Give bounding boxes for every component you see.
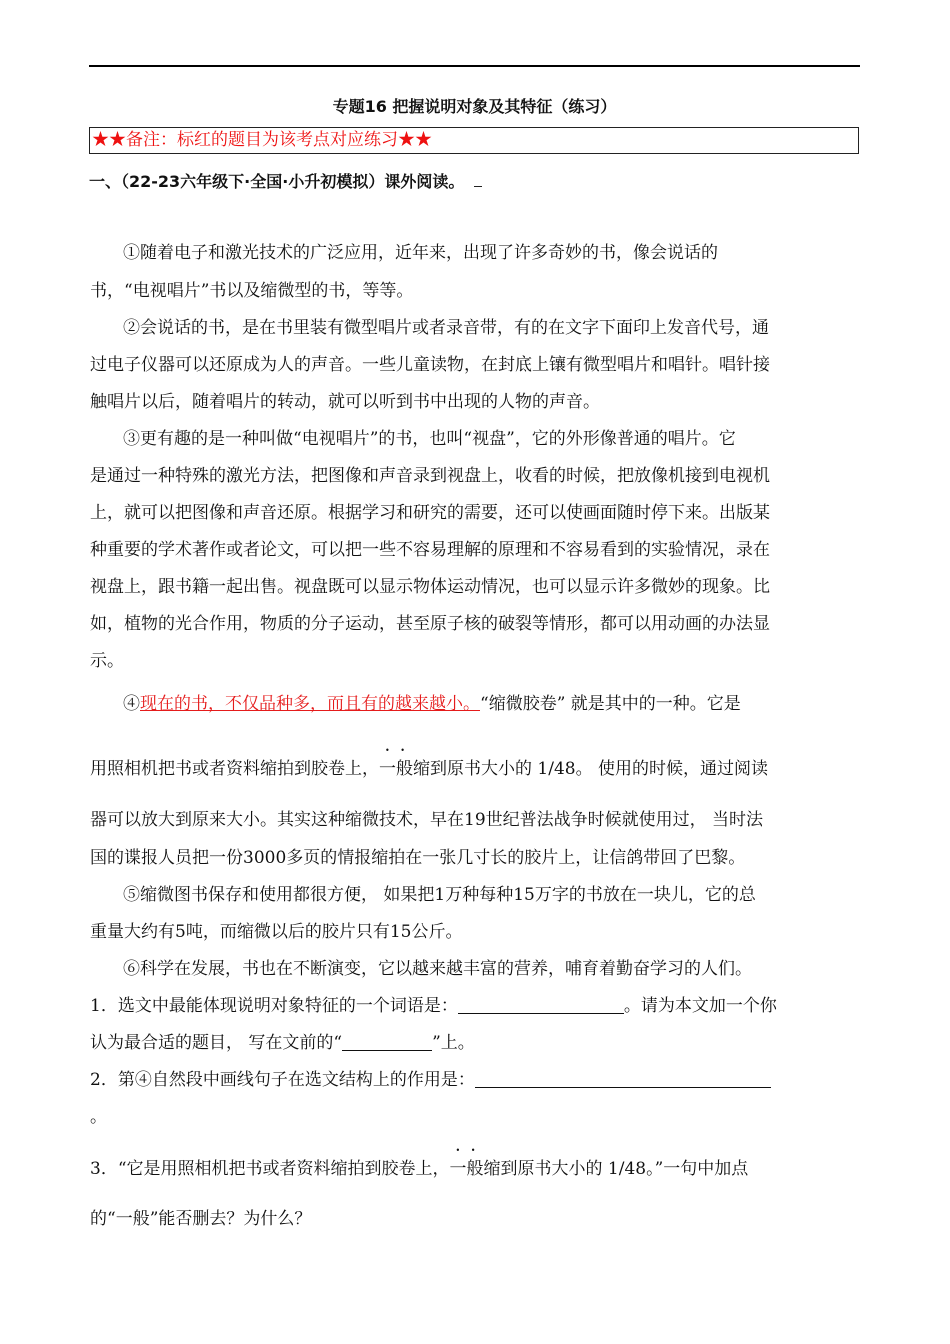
passage-line: 书，“电视唱片”书以及缩微型的书，等等。	[90, 281, 414, 301]
answer-blank-2[interactable]	[475, 1070, 771, 1088]
passage-line: 触唱片以后，随着唱片的转动，就可以听到书中出现的人物的声音。	[90, 392, 600, 412]
passage-line-p4	[123, 692, 893, 716]
section-heading: 一、（22-23六年级下·全国·小升初模拟）课外阅读。	[89, 172, 465, 191]
passage-line	[90, 757, 860, 781]
question-text: 2．第④自然段中画线句子在选文结构上的作用是：	[90, 1070, 475, 1090]
question-text: ”上。	[432, 1033, 475, 1053]
question-1-cont	[90, 1031, 860, 1055]
underlined-red-sentence: 现在的书，不仅品种多，而且有的越来越小。	[140, 694, 480, 714]
emphasized-word: • • 一般	[379, 759, 413, 779]
paragraph-number: ④	[123, 694, 140, 714]
passage-text: “缩微胶卷” 就是其中的一种。它是	[480, 694, 741, 714]
passage-line: 过电子仪器可以还原成为人的声音。一些儿童读物，在封底上镶有微型唱片和唱针。唱针接	[90, 355, 770, 375]
question-text: 缩到原书大小的 1/48。”一句中加点	[483, 1159, 749, 1179]
passage-line: ②会说话的书，是在书里装有微型唱片或者录音带，有的在文字下面印上发音代号，通	[123, 318, 769, 338]
passage-line: 示。	[90, 651, 124, 671]
question-2	[90, 1068, 860, 1092]
question-1	[90, 994, 860, 1018]
passage-text: 用照相机把书或者资料缩拍到胶卷上，	[90, 759, 379, 779]
question-3-cont: 的“一般”能否删去？为什么？	[90, 1209, 312, 1229]
passage-line: ⑤缩微图书保存和使用都很方便， 如果把1万种每种15万字的书放在一块儿，它的总	[123, 885, 756, 905]
question-text: 。请为本文加一个你	[623, 996, 777, 1016]
passage-line: 上，就可以把图像和声音还原。根据学习和研究的需要，还可以使画面随时停下来。出版某	[90, 503, 770, 523]
note-box: ★★备注：标红的题目为该考点对应练习★★	[89, 127, 859, 154]
passage-line: 器可以放大到原来大小。其实这种缩微技术，早在19世纪普法战争时候就使用过， 当时法	[90, 810, 764, 830]
passage-line: ⑥科学在发展，书也在不断演变，它以越来越丰富的营养，哺育着勤奋学习的人们。	[123, 959, 752, 979]
question-text: 认为最合适的题目， 写在文前的“	[90, 1033, 343, 1053]
title-placeholder-mark	[474, 186, 482, 187]
emphasized-word: • • 一般	[450, 1159, 484, 1179]
passage-line: ①随着电子和激光技术的广泛应用，近年来，出现了许多奇妙的书，像会说话的	[123, 243, 718, 263]
answer-blank-1a[interactable]	[458, 996, 624, 1014]
question-text: 3．“它是用照相机把书或者资料缩拍到胶卷上，	[90, 1159, 450, 1179]
passage-line: 重量大约有5吨，而缩微以后的胶片只有15公斤。	[90, 922, 463, 942]
answer-blank-1b[interactable]	[342, 1033, 432, 1051]
header-rule	[89, 65, 860, 67]
page-title: 专题16 把握说明对象及其特征（练习）	[332, 97, 617, 116]
question-text: 1．选文中最能体现说明对象特征的一个词语是：	[90, 996, 458, 1016]
passage-text: 缩到原书大小的 1/48。 使用的时候，通过阅读	[413, 759, 768, 779]
passage-line: 如，植物的光合作用，物质的分子运动，甚至原子核的破裂等情形，都可以用动画的办法显	[90, 614, 770, 634]
passage-line: ③更有趣的是一种叫做“电视唱片”的书，也叫“视盘”，它的外形像普通的唱片。它	[123, 429, 736, 449]
passage-line: 国的谍报人员把一份3000多页的情报缩拍在一张几寸长的胶片上，让信鸽带回了巴黎。	[90, 848, 746, 868]
question-3	[90, 1157, 860, 1181]
passage-line: 是通过一种特殊的激光方法，把图像和声音录到视盘上，收看的时候，把放像机接到电视机	[90, 466, 770, 486]
question-2-end: 。	[90, 1107, 107, 1127]
passage-line: 视盘上，跟书籍一起出售。视盘既可以显示物体运动情况，也可以显示许多微妙的现象。比	[90, 577, 770, 597]
passage-line: 种重要的学术著作或者论文，可以把一些不容易理解的原理和不容易看到的实验情况，录在	[90, 540, 770, 560]
